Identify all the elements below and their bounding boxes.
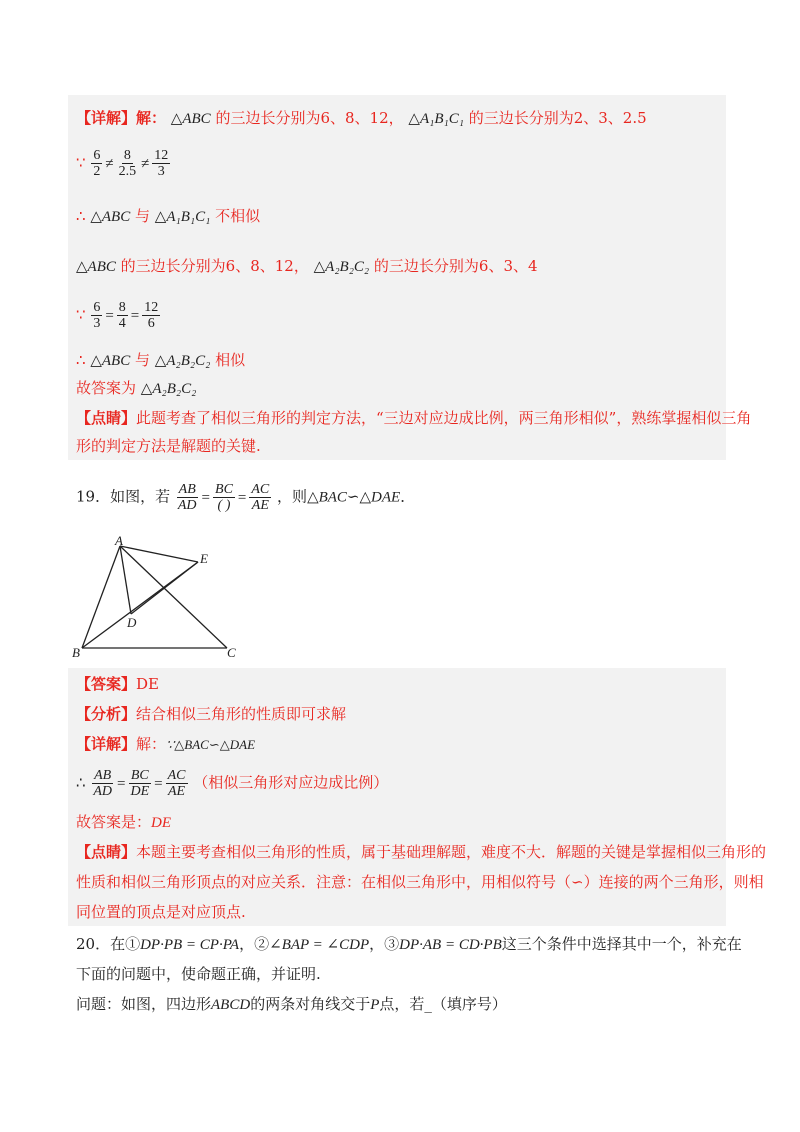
q19-comment-line1: [76, 842, 766, 862]
q20-line2: [76, 964, 321, 984]
therefore-symbol: ∴: [76, 351, 86, 369]
q19-answer-line: [76, 674, 159, 694]
analysis-label: 【分析】: [76, 705, 137, 723]
q20-text: 问题：如图，四边形: [76, 995, 212, 1013]
segment-ad: [120, 546, 131, 614]
comment-text: 此题考查了相似三角形的判定方法，“三边对应边成比例，两三角形相似”，熟练掌握相似三角: [136, 409, 752, 427]
q18-ratio-line2: [76, 300, 161, 331]
q19-analysis-line: [76, 704, 346, 724]
comment-text: 性质和相似三角形顶点的对应关系．注意：在相似三角形中，用相似符号（∽）连接的两个三角形，则相: [76, 873, 764, 891]
ratio-fraction: $\frac{6}{3}$: [93, 300, 101, 331]
answer-value: DE: [151, 815, 172, 831]
similarity-conclusion: △BAC∽△DAE: [307, 489, 401, 506]
comment-text: 形的判定方法是解题的关键.: [76, 437, 261, 455]
q18-comment-line1: [76, 408, 751, 428]
q20-text: 点，若_（填序号）: [379, 995, 507, 1013]
then-text: ，则: [277, 487, 308, 506]
label-c: C: [227, 645, 236, 660]
comment-text: 本题主要考查相似三角形的性质，属于基础理解题，难度不大．解题的关键是掌握相似三角形的: [136, 843, 767, 861]
segment-be: [82, 562, 198, 648]
q19-ratio-line: ∴ $\frac{AB}{AD}$ = $\frac{BC}{DE}$ = $\frac{AC}{AE}$ （相似三角形对应边成比例）: [76, 768, 389, 799]
analysis-text: 结合相似三角形的性质即可求解: [136, 705, 347, 723]
quadrilateral-name: ABCD: [211, 997, 251, 1013]
tri-a1b1c1: △A₁B₁C₁: [408, 111, 464, 127]
tri-abc: △ABC: [76, 259, 116, 275]
q19-comment-line2: [76, 872, 764, 892]
q18-answer-line: [76, 378, 196, 399]
q20-text: 这三个条件中选择其中一个，补充在: [501, 935, 742, 953]
label-e: E: [200, 551, 208, 566]
tri-abc: △ABC: [90, 209, 131, 225]
with-text: 与: [134, 351, 150, 369]
because-symbol: ∵: [76, 305, 86, 324]
equal-symbol: =: [105, 307, 114, 324]
label-a: A: [115, 535, 123, 548]
segment-ac: [120, 546, 227, 648]
not-equal-symbol: ≠: [141, 155, 150, 172]
condition-2: ∠BAP = ∠CDP: [269, 937, 370, 953]
ratio-note: （相似三角形对应边成比例）: [193, 773, 389, 792]
a1-sides-text: 的三边长分别为2、3、2.5: [468, 109, 647, 127]
ratio-fraction: $\frac{8}{2.5}$: [118, 148, 137, 179]
answer-prefix: 故答案为: [76, 379, 137, 397]
q19-number: 19．如图，若: [76, 487, 171, 506]
segment-ae: [120, 546, 198, 562]
detail-lead: 解：: [136, 735, 167, 753]
comment-label: 【点睛】: [76, 409, 137, 427]
q19-comment-line3: [76, 902, 246, 922]
q18-sides-line2: [76, 256, 538, 277]
ratio-fraction: $\frac{12}{6}$: [144, 300, 159, 331]
ratio-fraction: $\frac{8}{4}$: [118, 300, 126, 331]
not-similar-text: 不相似: [215, 207, 261, 225]
ratio-fraction: $\frac{6}{2}$: [93, 148, 101, 179]
ratio-fraction: $\frac{AB}{AD}$: [177, 482, 197, 513]
q18-ratio-line1: [76, 148, 171, 179]
tri-a1b1c1: △A₁B₁C₁: [154, 209, 211, 225]
ratio-fraction: $\frac{BC}{DE}$: [130, 768, 150, 799]
tri-a2b2c2: △A₂B₂C₂: [313, 259, 370, 275]
abc-sides-text: 的三边长分别为6、8、12，: [215, 109, 404, 127]
ratio-fraction: $\frac{AC}{AE}$: [167, 768, 186, 799]
separator: ，②: [239, 935, 270, 953]
point-name: P: [370, 997, 380, 1013]
separator: ，③: [369, 935, 400, 953]
q20-line3: [76, 994, 507, 1015]
given-similarity: ∵△BAC∽△DAE: [166, 737, 256, 752]
ratio-fraction: $\frac{AB}{AD}$: [93, 768, 112, 799]
comment-label: 【点睛】: [76, 843, 137, 861]
detail-label: 【详解】: [76, 735, 137, 753]
q19-answer-text-line: [76, 812, 171, 833]
a2-sides-text: 的三边长分别为6、3、4: [373, 257, 538, 275]
q20-text: 下面的问题中，使命题正确，并证明.: [76, 965, 321, 983]
abc-sides-text: 的三边长分别为6、8、12，: [120, 257, 309, 275]
period: ．: [400, 487, 416, 506]
triangle-figure: [70, 535, 240, 665]
q20-number: 20．在①: [76, 935, 141, 953]
q20-line1: [76, 934, 742, 955]
q20-text: 的两条对角线交于: [250, 995, 371, 1013]
equal-symbol: =: [130, 307, 140, 324]
tri-a2b2c2: △A₂B₂C₂: [140, 381, 197, 397]
therefore-symbol: ∴: [76, 207, 86, 225]
q19-detail-line: [76, 734, 255, 755]
detail-label: 【详解】解：: [76, 109, 167, 127]
answer-label: 【答案】: [76, 675, 137, 693]
not-equal-symbol: ≠: [105, 155, 114, 172]
condition-3: DP·AB = CD·PB: [399, 937, 502, 953]
q18-not-similar-line: [76, 206, 260, 227]
label-d: D: [127, 615, 137, 630]
ratio-fraction: $\frac{AC}{AE}$: [251, 482, 270, 513]
comment-text: 同位置的顶点是对应顶点.: [76, 903, 246, 921]
because-symbol: ∵: [76, 153, 86, 172]
tri-a2b2c2: △A₂B₂C₂: [154, 353, 211, 369]
ratio-fraction: $\frac{12}{3}$: [154, 148, 169, 179]
q18-comment-line2: [76, 436, 261, 456]
q19-question: 19．如图，若 $\frac{AB}{AD}$ = $\frac{BC}{( )}$ = $\frac{AC}{AE}$ ，则△BAC∽△DAE．: [76, 482, 416, 513]
q18-similar-line: [76, 350, 245, 371]
answer-value: DE: [136, 675, 159, 693]
segment-ab: [82, 546, 120, 648]
condition-1: DP·PB = CP·PA: [140, 937, 240, 953]
answer-text: 故答案是：: [76, 813, 152, 831]
q18-detail-line1: [76, 108, 647, 129]
ratio-fraction: $\frac{BC}{( )}$: [215, 482, 233, 513]
with-text: 与: [134, 207, 150, 225]
tri-abc: △ABC: [170, 111, 211, 127]
similar-text: 相似: [215, 351, 246, 369]
label-b: B: [72, 645, 80, 660]
therefore-symbol: ∴: [76, 773, 86, 792]
tri-abc: △ABC: [90, 353, 131, 369]
